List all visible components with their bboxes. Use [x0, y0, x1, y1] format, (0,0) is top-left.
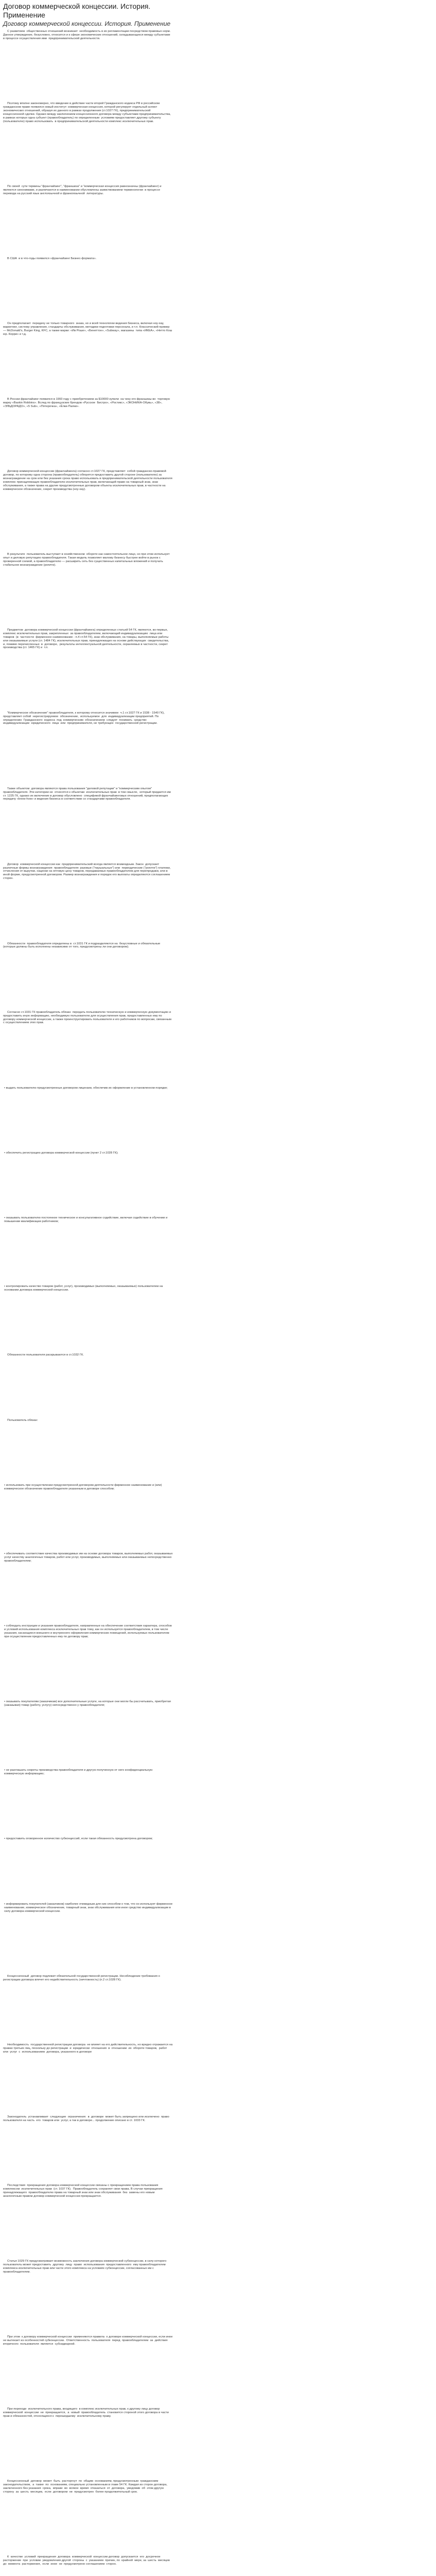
page-subtitle: Договор коммерческой концессии. История. Применение	[3, 20, 171, 27]
paragraph: Последствия прекращения договора коммерческой концессии связаны с прекращением права пользования комплексом исключительных прав (ст. 1037 ГК). Правообладатель сохраняет свои права. В случае прекращения принадлежащего правообладателю права на товарный знак или знак обслуживания без замены его новым аналогичным правом договор коммерческой концессии прекращается.	[3, 2184, 164, 2198]
paragraph: В России франчайзинг появился в 1993 году с приобретением за $10000 купили на чеку его франшизы во торговую марку «Baskin Robbins». Вслед по французских брендов «Русское Бистро», «Ростикс», «ЭКОНИКА-Обувь», «38», «ЭЛЬДОРАДО», «5 Sub», «Пятерочка», «Ёлки-Палки».	[3, 398, 171, 408]
paragraph: В результате пользователь выступает в хозяйственном обороте как самостоятельное лицо, но при этом использует опыт и деловую репутацию правообладателя. Такая модель позволяет малому бизнесу быстрее войти в рынок с проверенной схемой, а правообладателю — расширить сеть без существенных капитальных вложений и получать стабильное вознаграждение (роялти).	[3, 552, 171, 567]
paragraph: Договор коммерческой концессии (франчайзинга) согласно ст.1027 ГК, представляет собой гражданско-правовой договор, по которому одна сторона (правообладатель) обязуется предоставить другой стороне (пользователю) за вознаграждение на срок или без указания срока право использовать в предпринимательской деятельности пользователя комплекс принадлежащих правообладателю исключительных прав, включающий право на товарный знак, знак обслуживания, а также права на другие предусмотренные договором объекты исключительных прав, в частности на коммерческое обозначение, секрет производства (ноу-хау).	[3, 470, 173, 491]
page-title: Договор коммерческой концессии. История. Применение	[3, 2, 151, 19]
paragraph: Пользователь обязан:	[7, 1418, 38, 1422]
paragraph: Законодатель устанавливает следующие ограничения: в договоре может быть запрещено или исключено право пользователя на часть его товаров или услуг, а так в договоре... продолжение описано в ст. 1033 ГК.	[3, 2115, 170, 2122]
paragraph: Предметом договора коммерческой концессии (франчайзинга) определенных статьей 54 ГК, являются, во-первых, комплекс исключительных прав, закрепленных за правообладателем, включающий индивидуализацию лица или товаров (в частности фирменное наименование - п.4 ст.54 ГК), знак обслуживания, на товары, выполняемые работы или оказываемые услуги (ст. 1484 ГК), исключительных прав, принадлежащих на основе действующих свидетельства, и, помимо перечисленных в договоре, результаты интеллектуальной деятельности, охраняемых в частности, секрет производства (ст. 1465 ГК) и т.п.	[3, 628, 171, 650]
paragraph: Обязанности пользователя раскрываются в ст.1032 ГК.	[7, 1353, 84, 1357]
article-document	[3, 2, 173, 2576]
paragraph: Статья 1029 ГК предусматривает возможность заключения договора коммерческой субконцессии, в силу которого пользователь может предоставить другому лицу право использования предоставленного ему правообладателем комплекса исключительных прав или части этого комплекса на условиях субконцессии, согласованных им с правообладателем.	[3, 2260, 167, 2274]
bullet-item: • соблюдать инструкции и указания правообладателя, направленные на обеспечение соответствия характера, способов и условий использования комплекса исключительных прав тому, как он используется правообладателем, в том числе указания, касающиеся внешнего и внутреннего оформления коммерческих помещений, используемых пользователем при осуществлении предоставленных ему по договору прав;	[4, 1624, 173, 1638]
article-body	[3, 30, 173, 2576]
paragraph: В США и в что-годы появился «франчайзинг Бизнес-формата».	[7, 257, 97, 260]
paragraph: По своей сути термины "франчайзинг", "франшиза" и "коммерческая концессия равнозначны (франчайзинг) и являются синонимами, и различаются в наименовании обусловлены заимствованием терминологии в процессе перевода на русский язык англоязычной и франкоязычной литературы.	[3, 184, 163, 195]
paragraph: Договор коммерческой концессии как предпринимательский всегда является возмездным. Закон допускает различные формы вознаграждения правообладателя: разовые ("паушальные") или периодические ("роялти") платежи, отчисления от выручки, наценки на оптовую цену товаров, передаваемых правообладателем для перепродажи, или в иной форме, предусмотренной договором. Размер вознаграждения и порядок его выплаты определяются соглашением сторон.	[3, 862, 171, 880]
paragraph: Обязанности правообладателя определены в ст.1031 ГК и подразделяются на безусловные и обязательные (которые должны быть исполнены независимо от того, предусмотрены ли они договором).	[3, 942, 162, 949]
paragraph: Концессионный договор может быть расторгнут по общим основаниям, предусмотренным гражданским законодательством, а также по основаниям, специально установленным в главе 54 ГК. Каждая из сторон договора, заключенного без указания срока, вправе во всякое время отказаться от договора, уведомив об этом другую сторону за шесть месяцев, если договором не предусмотрен более продолжительный срок.	[3, 2480, 168, 2494]
paragraph: Согласно ст.1031 ГК правообладатель обязан передать пользователю техническую и коммерческую документацию и предоставить иную информацию, необходимую пользователю для осуществления прав, предоставленных ему по договору коммерческой концессии, а также проинструктировать пользователя и его работников по вопросам, связанным с осуществлением этих прав.	[3, 1010, 172, 1025]
bullet-item: • обеспечивать соответствие качества производимых им на основе договора товаров, выполняемых работ, оказываемых услуг качеству аналогичных товаров, работ или услуг, производимых, выполняемых или оказываемых непосредственно правообладателем;	[4, 1552, 174, 1563]
bullet-item: • контролировать качество товаров (работ, услуг), производимых (выполняемых, оказываемых) пользователем на основании договора коммерческой концессии.	[4, 1285, 164, 1292]
paragraph: С развитием общественных отношений возникает необходимость в их регламентации посредством правовых норм. Данное утверждение, безусловно, относится и к сфере экономических отношений, складывающихся между субъектами в процессе осуществления ими предпринимательской деятельности.	[3, 30, 172, 40]
paragraph: К качестве условий прекращения договора коммерческой концессии договор допускается его досрочное расторжение при условии уведомления другой стороны с указанием причин, по крайней мере, за шесть месяцев до момента расторжения, если иное не предусмотрено соглашением сторон.	[3, 2555, 171, 2566]
bullet-item: • оказывать покупателям (заказчикам) все дополнительные услуги, на которые они могли бы рассчитывать, приобретая (заказывая) товар (работу, услугу) непосредственно у правообладателя;	[4, 1700, 172, 1707]
paragraph: При этом к договору коммерческой концессии применяются правила о договоре коммерческой концессии, если иное не вытекает из особенностей субконцессии. Ответственность пользователя перед правообладателем за действия вторичного пользователя является субсидиарной.	[3, 2335, 173, 2346]
paragraph: Необходимость государственной регистрации договора не влияет на его действительность, но вредно отражается на правах третьих лиц, поскольку до регистрации и юридически отношения в отношении их обороте товаров, работ или услуг с использованием договора, указанного в договоре	[3, 2043, 173, 2054]
paragraph: "Коммерческое обозначение" правообладателя, к которому относится значимое ч.1 ст.1027 ГК и 1538 - 1540 ГК), представляет собой нерегистрируемое обозначение, используемое для индивидуализации предприятий. По определению Гражданского кодекса под коммерческим обозначением следует понимать средство индивидуализации юридического лица или предпринимателя, не требующее государственной регистрации.	[3, 711, 166, 725]
bullet-item: • выдать пользователю предусмотренные договором лицензии, обеспечив их оформление в установленном порядке;	[4, 1086, 168, 1090]
bullet-item: • использовать при осуществлении предусмотренной договором деятельности фирменное наименование и (или) коммерческое обозначение правообладателя указанным в договоре способом;	[4, 1483, 163, 1490]
paragraph: Поэтому вполне закономерно, что введение в действие части второй Гражданского кодекса РФ в российском гражданском праве появился новый институт: коммерческая концессия, которой регулирует отдельный аспект экономических отношений, образуя их данного в рамках продолжения (ст.1027 ГК), предпринимательской концессионной сделки. Однако между заключением концессионного договора между субъектами предпринимательства, в рамках которых одна субъект (правообладатель) по определенным условиям предоставляет другому субъекту (пользователю) право использовать в предпринимательской деятельности комплекс исключительных прав.	[3, 102, 172, 123]
paragraph: При переходе исключительного права, входящего в комплекс исключительных прав, к другому лицу договор коммерческой концессии не прекращается, а новый правообладатель становится стороной этого договора в части прав и обязанностей, относящихся к перешедшему исключительному праву.	[3, 2408, 170, 2418]
paragraph: Он предполагает передачу не только товарного знака, но и всей технологии ведения бизнеса, включая ноу-хау, маркетинг, систему управления, стандарты обслуживания, методики подготовки персонала, и т.п. Классический пример — McDonald's, Burger King, KFC, а также марки: «Ив Роше», «Бенеттон», «Subway», магазины типа «ИКЕА», «Нетто Кош юр. Корри» и т.д.	[3, 322, 173, 336]
paragraph: Концессионный договор подлежит обязательной государственной регистрации. Несоблюдение требования о регистрации договора влечет его недействительность (ничтожность) (п.2 ст.1028 ГК).	[3, 1974, 161, 1981]
bullet-item: • информировать покупателей (заказчиков) наиболее очевидным для них способом о том, что он использует фирменное наименование, коммерческое обозначение, товарный знак, знак обслуживания или иное средство индивидуализации в силу договора коммерческой концессии.	[4, 1902, 173, 1913]
bullet-item: • обеспечить регистрацию договора коммерческой концессии (пункт 2 ст.1028 ГК);	[4, 1151, 118, 1155]
bullet-item: • оказывать пользователю постоянное техническое и консультативное содействие, включая содействие в обучении и повышении квалификации работников;	[4, 1216, 168, 1224]
bullet-item: • не разглашать секреты производства правообладателя и другую полученную от него конфиденциальную коммерческую информацию;	[4, 1769, 154, 1776]
paragraph: Также объектом договора являются права пользования "деловой репутации" и "коммерческим опытом" правообладателя. Эти категории не относятся к объектам исключительных прав в том смысле, который придается им ст. 1225 ГК, однако их включение в договор обусловлено спецификой франчайзинговых отношений, предполагающих передачу «know-how» и ведения бизнеса в соответствии со стандартами правообладателя.	[3, 787, 172, 801]
bullet-item: • предоставить оговоренное количество субконцессий, если такая обязанность предусмотрена договором;	[4, 1837, 153, 1841]
